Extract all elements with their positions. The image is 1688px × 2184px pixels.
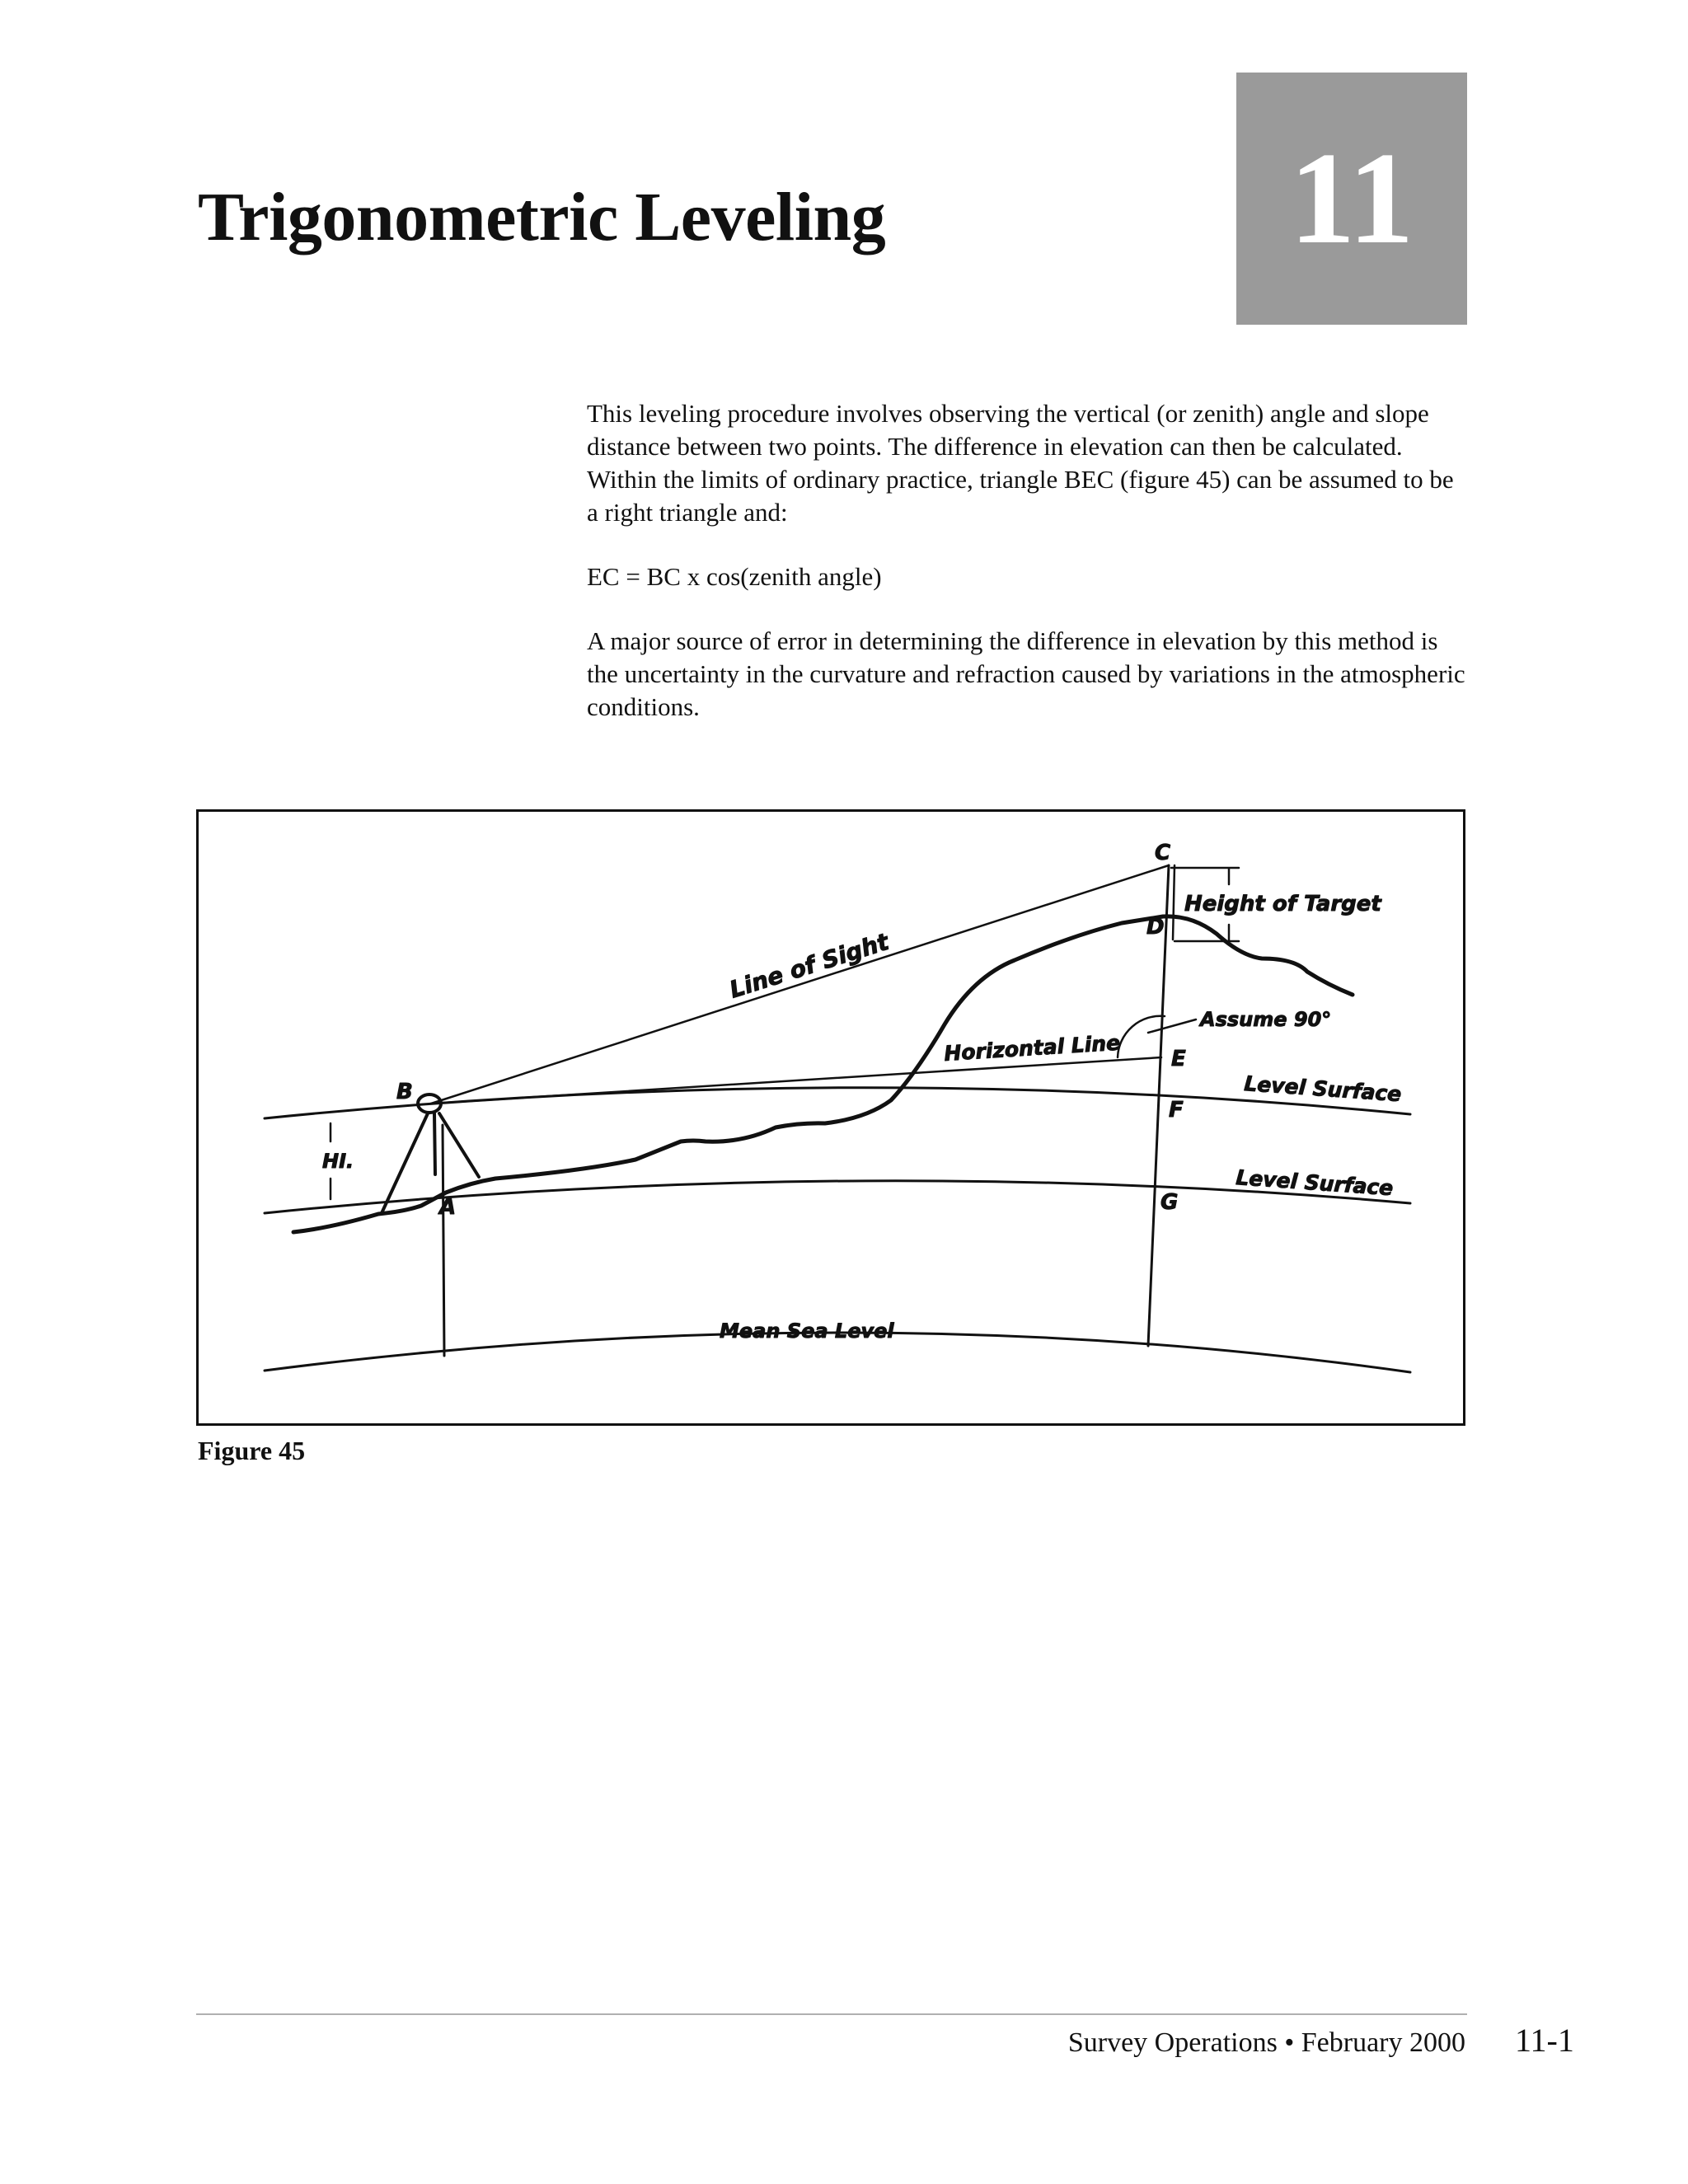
formula: EC = BC x cos(zenith angle) (587, 562, 882, 591)
intro-paragraph: This leveling procedure involves observing the vertical (or zenith) angle and slope distance between two points. The difference in elevation can then be calculated. Within the limits of ordinary practice, triangle BEC (figure 45) can be assumed to be a right triangle and: (587, 399, 1454, 527)
target-rod (1173, 865, 1175, 940)
label-e: E (1171, 1047, 1186, 1071)
right-angle-arc (1118, 1016, 1165, 1057)
label-mean-sea-level: Mean Sea Level (720, 1319, 894, 1343)
chapter-number-box (1236, 73, 1467, 325)
footer-publication: Survey Operations • February 2000 (1067, 2027, 1465, 2058)
label-level-surface-lower: Level Surface (1235, 1165, 1395, 1201)
label-c: C (1155, 841, 1171, 865)
vertical-line-a (443, 1125, 444, 1356)
trigonometric-leveling-diagram (199, 812, 1463, 1423)
label-b: B (396, 1080, 413, 1104)
page-number: 11-1 (1515, 2022, 1574, 2059)
label-d: D (1146, 915, 1165, 940)
figure-45-frame (196, 809, 1465, 1426)
horizontal-line (431, 1057, 1161, 1104)
label-f: F (1169, 1098, 1184, 1122)
label-horizontal-line: Horizontal Line (943, 1030, 1121, 1066)
chapter-number: 11 (1289, 124, 1414, 271)
label-level-surface-upper: Level Surface (1243, 1071, 1403, 1107)
label-assume-90: Assume 90° (1200, 1008, 1332, 1031)
line-of-sight (431, 865, 1169, 1104)
chapter-title: Trigonometric Leveling (198, 179, 886, 255)
label-line-of-sight: Line of Sight (726, 927, 893, 1004)
label-hi: HI. (322, 1150, 354, 1173)
error-paragraph: A major source of error in determining the difference in elevation by this method is the uncertainty in the curvature and refraction caused by variations in the atmospheric conditions. (587, 626, 1465, 721)
body-text (587, 397, 1469, 755)
figure-caption: Figure 45 (198, 1436, 306, 1465)
label-g: G (1160, 1190, 1179, 1215)
assume-90-pointer (1148, 1019, 1196, 1033)
label-height-of-target: Height of Target (1184, 892, 1381, 916)
label-a: A (439, 1195, 457, 1220)
footer-divider (196, 2013, 1467, 2015)
